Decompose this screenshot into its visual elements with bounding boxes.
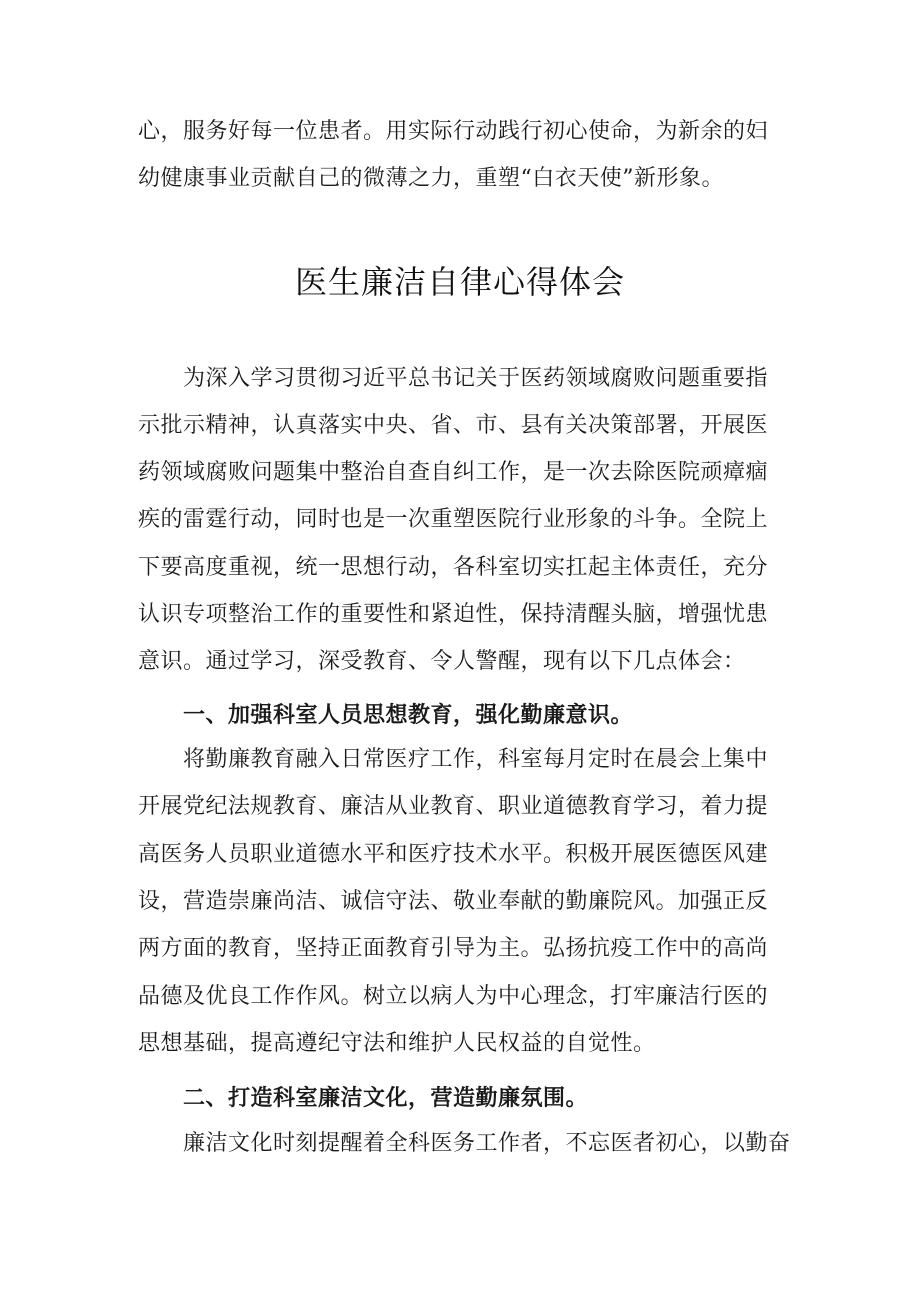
paragraph1-line-5: 下要高度重视，统一思想行动，各科室切实扛起主体责任，充分: [138, 555, 769, 580]
paragraph1-line-2: 示批示精神，认真落实中央、省、市、县有关决策部署，开展医: [138, 413, 769, 438]
paragraph1-line-7: 意识。通过学习，深受教育、令人警醒，现有以下几点体会：: [138, 649, 746, 674]
paragraph2-line-7: 思想基础，提高遵纪守法和维护人民权益的自觉性。: [138, 1031, 656, 1056]
intro-line-1: 心，服务好每一位患者。用实际行动践行初心使命，为新余的妇: [138, 119, 769, 144]
paragraph2-line-5: 两方面的教育，坚持正面教育引导为主。弘扬抗疫工作中的高尚: [138, 936, 769, 961]
intro-line-2: 幼健康事业贡献自己的微薄之力，重塑“白衣天使”新形象。: [138, 166, 724, 191]
paragraph2-line-6: 品德及优良工作作风。树立以病人为中心理念，打牢廉洁行医的: [138, 984, 769, 1009]
document-title: 医生廉洁自律心得体会: [294, 263, 625, 301]
paragraph1-line-1: 为深入学习贯彻习近平总书记关于医药领域腐败问题重要指: [183, 366, 769, 391]
paragraph2-line-2: 开展党纪法规教育、廉洁从业教育、职业道德教育学习，着力提: [138, 794, 769, 819]
paragraph2-line-3: 高医务人员职业道德水平和医疗技术水平。积极开展医德医风建: [138, 842, 769, 867]
paragraph2-line-4: 设，营造崇廉尚洁、诚信守法、敬业奉献的勤廉院风。加强正反: [138, 889, 769, 914]
paragraph1-line-6: 认识专项整治工作的重要性和紧迫性，保持清醒头脑，增强忧患: [138, 602, 769, 627]
paragraph2-line-1: 将勤廉教育融入日常医疗工作，科室每月定时在晨会上集中: [183, 747, 769, 772]
section-heading-2: 二、打造科室廉洁文化，营造勤廉氛围。: [183, 1086, 589, 1111]
section-heading-1: 一、加强科室人员思想教育，强化勤廉意识。: [183, 703, 634, 728]
paragraph3-line-1: 廉洁文化时刻提醒着全科医务工作者，不忘医者初心，以勤奋: [183, 1131, 791, 1156]
paragraph1-line-4: 疾的雷霆行动，同时也是一次重塑医院行业形象的斗争。全院上: [138, 507, 769, 532]
paragraph1-line-3: 药领域腐败问题集中整治自查自纠工作，是一次去除医院顽瘴痼: [138, 460, 769, 485]
